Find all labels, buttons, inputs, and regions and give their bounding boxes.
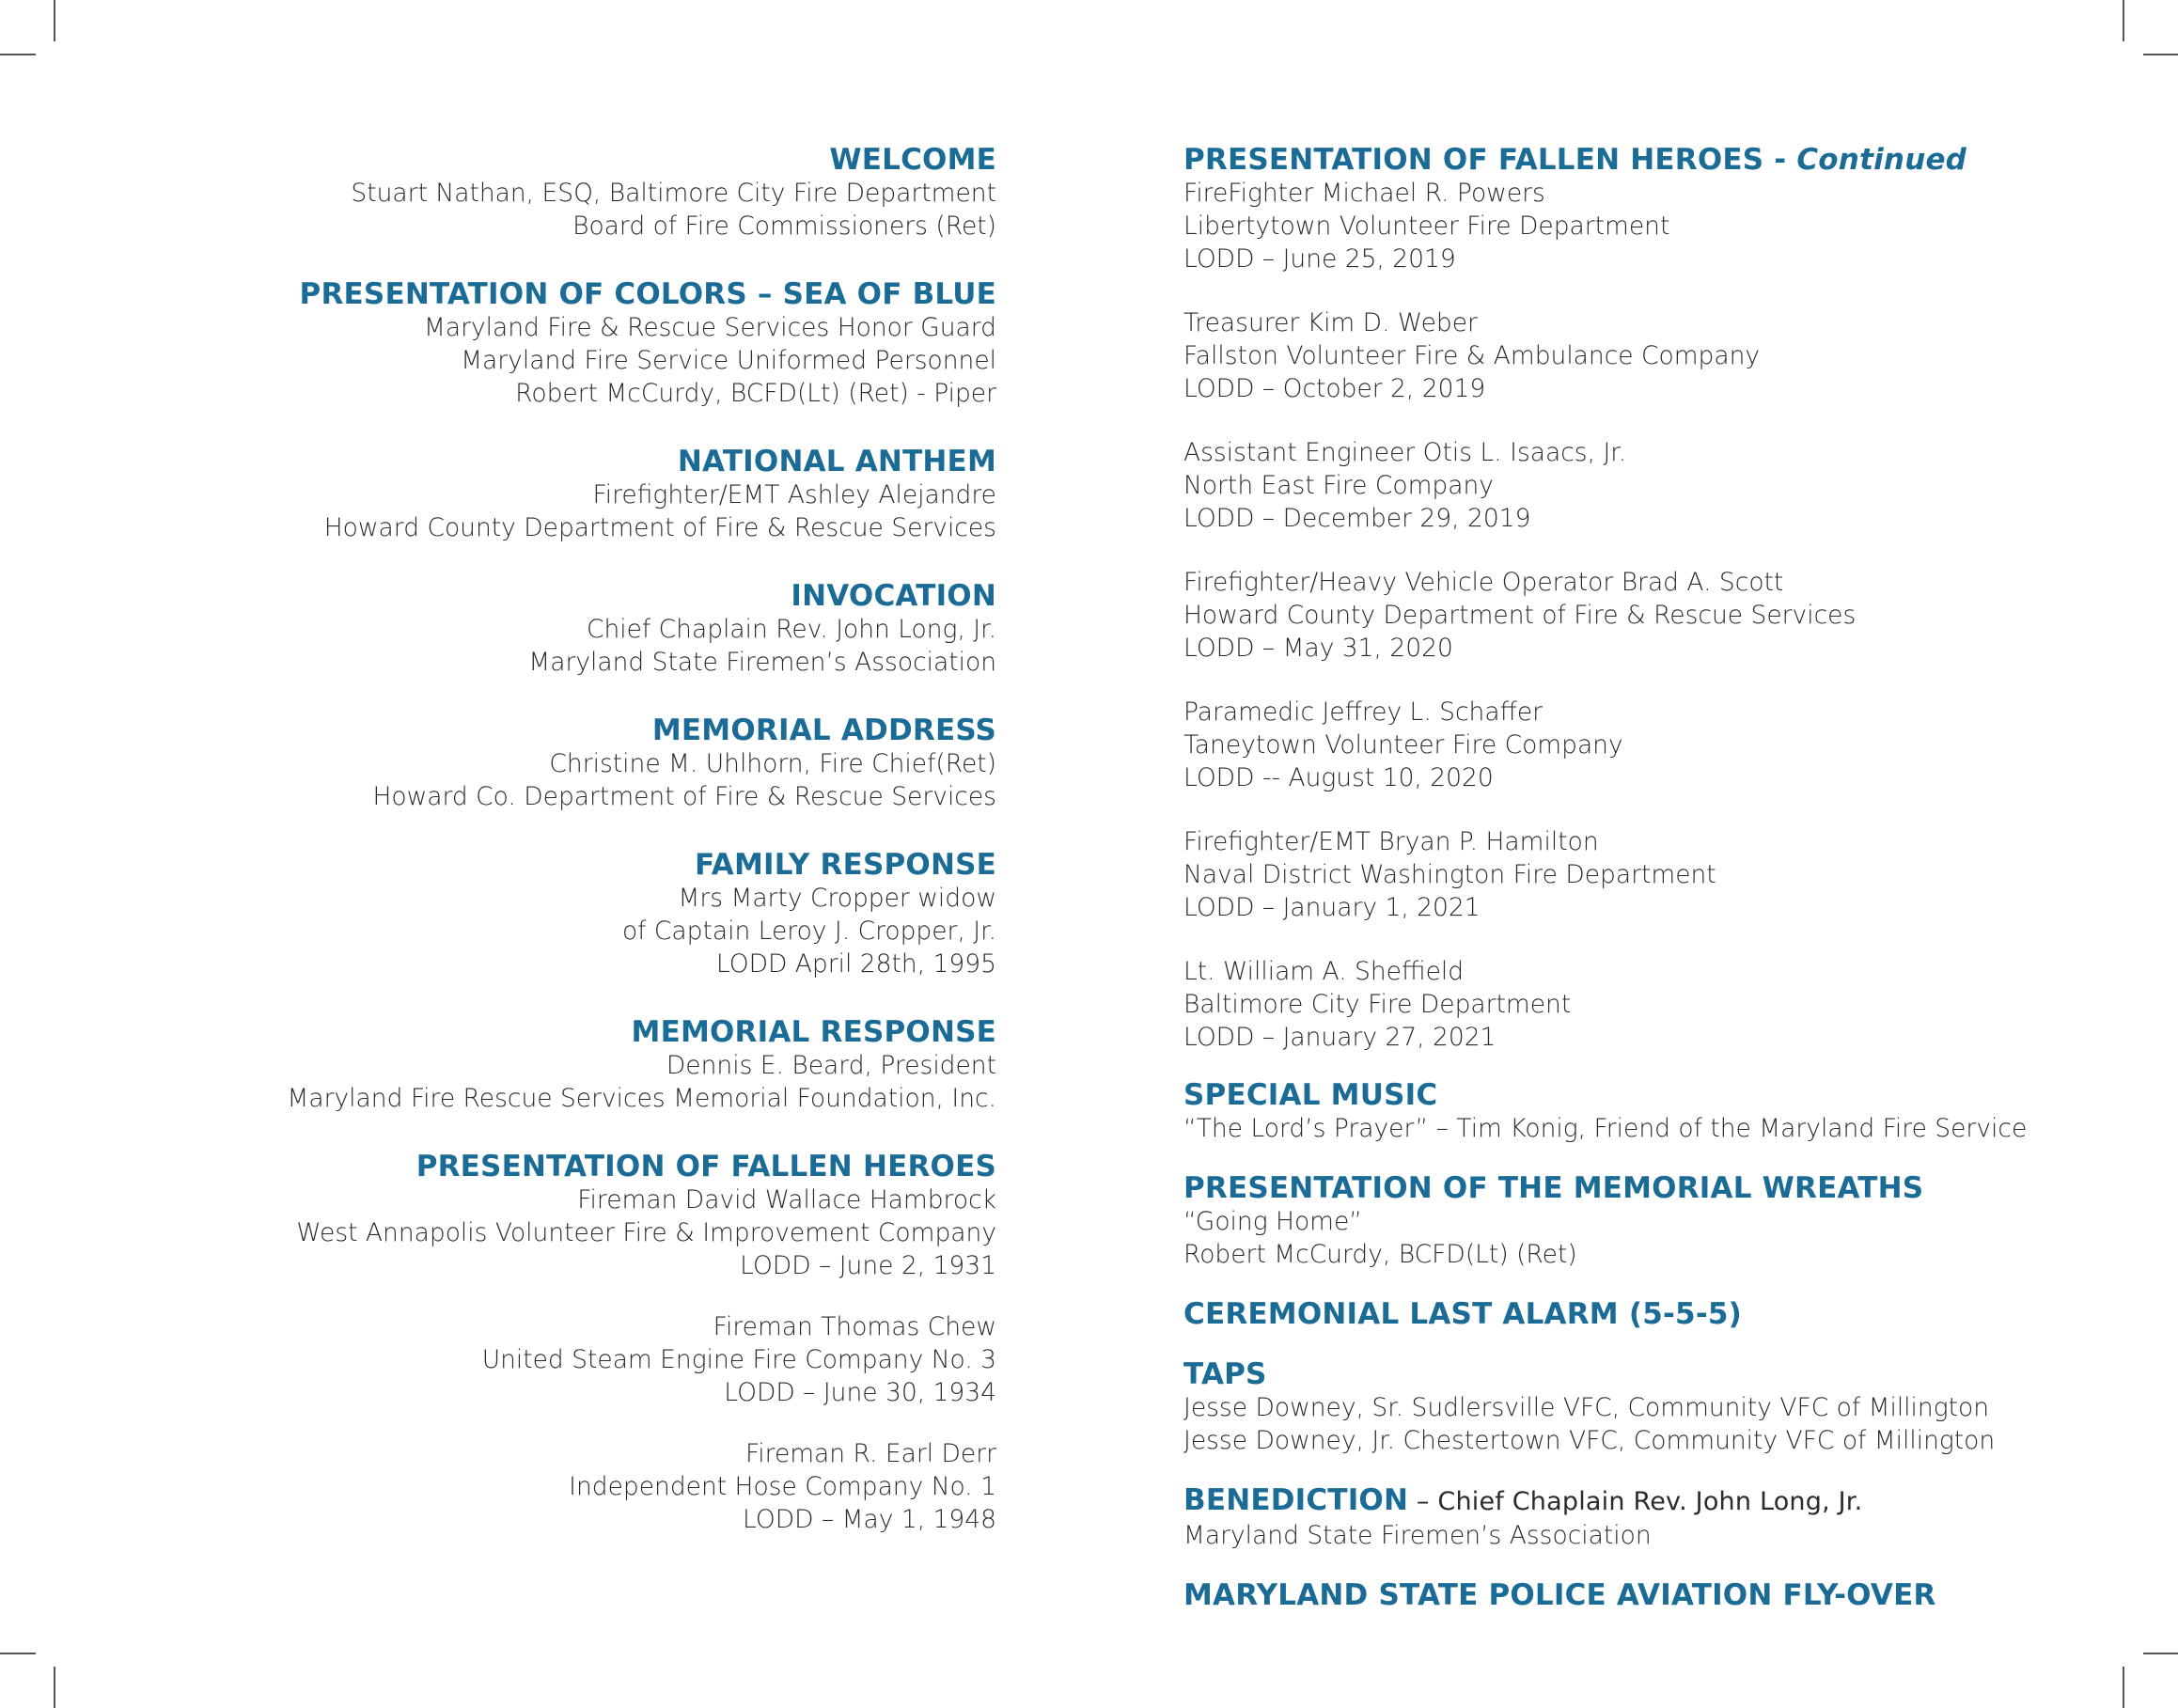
section-line: Howard County Department of Fire & Rescue Services <box>323 513 996 542</box>
section-line: of Captain Leroy J. Cropper, Jr. <box>621 917 996 946</box>
section-heading: MARYLAND STATE POLICE AVIATION FLY-OVER <box>1183 1578 1936 1612</box>
hero-entry <box>1183 566 2123 665</box>
program-right-column <box>1183 143 2123 1647</box>
hero-lodd: LODD – December 29, 2019 <box>1183 504 1531 533</box>
heading-text: BENEDICTION <box>1183 1483 1409 1517</box>
section-heading: MEMORIAL RESPONSE <box>631 1015 996 1049</box>
section-heading: MEMORIAL ADDRESS <box>651 713 996 747</box>
section-heading: NATIONAL ANTHEM <box>677 445 996 478</box>
hero-entry <box>1183 436 2123 535</box>
hero-department: Naval District Washington Fire Department <box>1183 860 1716 889</box>
crop-mark <box>2143 1653 2178 1654</box>
crop-mark <box>54 1667 55 1708</box>
hero-department: Independent Hose Company No. 1 <box>569 1472 996 1501</box>
section-line: “The Lord’s Prayer” – Tim Konig, Friend of the Maryland Fire Service <box>1183 1114 2028 1143</box>
hero-department: Howard County Department of Fire & Rescue Services <box>1183 601 1857 630</box>
section-line: Howard Co. Department of Fire & Rescue Services <box>372 782 996 811</box>
hero-lodd: LODD – June 25, 2019 <box>1183 244 1456 274</box>
section-line: Stuart Nathan, ESQ, Baltimore City Fire Department <box>351 179 996 208</box>
hero-name: Fireman Thomas Chew <box>713 1312 996 1341</box>
section-line: Mrs Marty Cropper widow <box>678 884 996 913</box>
section-heading <box>1183 1483 2123 1519</box>
section-line: Maryland Fire Service Uniformed Personnel <box>461 346 996 375</box>
hero-name: Firefighter/EMT Bryan P. Hamilton <box>1183 827 1599 856</box>
section-heading: PRESENTATION OF COLORS – SEA OF BLUE <box>299 277 996 311</box>
section-heading: FAMILY RESPONSE <box>694 848 996 882</box>
hero-lodd: LODD – January 1, 2021 <box>1183 893 1481 922</box>
section-line: Jesse Downey, Jr. Chestertown VFC, Community VFC of Millington <box>1183 1426 1996 1455</box>
hero-lodd: LODD – June 2, 1931 <box>740 1251 996 1280</box>
flyover-section <box>1183 1578 2123 1612</box>
section-line: Maryland State Firemen’s Association <box>528 648 996 677</box>
section-line: Firefighter/EMT Ashley Alejandre <box>592 480 996 509</box>
welcome-section <box>282 143 996 243</box>
crop-mark <box>2143 54 2178 55</box>
memorial-address-section <box>282 713 996 813</box>
section-line: Christine M. Uhlhorn, Fire Chief(Ret) <box>549 749 996 778</box>
hero-department: United Steam Engine Fire Company No. 3 <box>481 1345 996 1374</box>
section-line: Robert McCurdy, BCFD(Lt) (Ret) <box>1183 1240 1577 1269</box>
hero-name: Treasurer Kim D. Weber <box>1183 308 1478 337</box>
section-line: Dennis E. Beard, President <box>666 1051 996 1080</box>
fallen-heroes-section <box>282 1150 996 1536</box>
hero-department: Fallston Volunteer Fire & Ambulance Company <box>1183 341 1761 370</box>
section-heading: INVOCATION <box>791 579 996 613</box>
section-line: Maryland Fire Rescue Services Memorial Foundation, Inc. <box>287 1084 996 1113</box>
hero-entry <box>1183 177 2123 275</box>
section-line: Maryland Fire & Rescue Services Honor Guard <box>423 313 996 342</box>
hero-lodd: LODD – October 2, 2019 <box>1183 374 1486 403</box>
crop-mark <box>0 54 36 55</box>
fallen-heroes-continued-heading <box>1183 143 2123 177</box>
hero-department: Libertytown Volunteer Fire Department <box>1183 212 1670 241</box>
hero-lodd: LODD – June 30, 1934 <box>724 1378 996 1407</box>
special-music-section <box>1183 1078 2123 1145</box>
crop-mark <box>54 0 55 41</box>
memorial-response-section <box>282 1015 996 1115</box>
anthem-section <box>282 445 996 544</box>
section-line: Robert McCurdy, BCFD(Lt) (Ret) - Piper <box>515 379 996 408</box>
hero-department: North East Fire Company <box>1183 471 1494 500</box>
section-line: “Going Home” <box>1183 1207 1363 1236</box>
program-left-column <box>282 143 996 1571</box>
section-heading: CEREMONIAL LAST ALARM (5-5-5) <box>1183 1297 1743 1331</box>
last-alarm-section <box>1183 1297 2123 1331</box>
section-heading: PRESENTATION OF THE MEMORIAL WREATHS <box>1183 1171 1924 1205</box>
hero-lodd: LODD – May 1, 1948 <box>743 1505 996 1534</box>
section-heading: SPECIAL MUSIC <box>1183 1078 1438 1112</box>
crop-mark <box>0 1653 36 1654</box>
hero-name: Firefighter/Heavy Vehicle Operator Brad A. Scott <box>1183 568 1784 597</box>
hero-entry <box>1183 306 2123 405</box>
section-heading: WELCOME <box>829 143 996 177</box>
hero-name: Assistant Engineer Otis L. Isaacs, Jr. <box>1183 438 1627 467</box>
hero-department: Taneytown Volunteer Fire Company <box>1183 730 1623 760</box>
hero-lodd: LODD – January 27, 2021 <box>1183 1023 1496 1052</box>
hero-entry <box>1183 696 2123 794</box>
section-line: LODD April 28th, 1995 <box>715 949 996 979</box>
hero-lodd: LODD -- August 10, 2020 <box>1183 763 1494 792</box>
heading-rest: – Chief Chaplain Rev. John Long, Jr. <box>1408 1487 1863 1516</box>
section-line: Board of Fire Commissioners (Ret) <box>572 212 996 241</box>
invocation-section <box>282 579 996 679</box>
continued-label: Continued <box>1796 143 1967 177</box>
hero-name: FireFighter Michael R. Powers <box>1183 179 1545 208</box>
hero-name: Fireman R. Earl Derr <box>744 1439 996 1468</box>
crop-mark <box>2123 0 2124 41</box>
colors-section <box>282 277 996 410</box>
crop-mark <box>2123 1667 2124 1708</box>
benediction-section <box>1183 1483 2123 1552</box>
hero-entry <box>1183 825 2123 924</box>
hero-name: Fireman David Wallace Hambrock <box>577 1185 996 1214</box>
hero-lodd: LODD – May 31, 2020 <box>1183 634 1453 663</box>
taps-section <box>1183 1357 2123 1457</box>
hero-name: Lt. William A. Sheffield <box>1183 957 1465 986</box>
hero-department: West Annapolis Volunteer Fire & Improvement Company <box>296 1218 996 1247</box>
hero-entry <box>1183 955 2123 1054</box>
section-line: Maryland State Firemen’s Association <box>1183 1521 1652 1550</box>
section-line: Jesse Downey, Sr. Sudlersville VFC, Community VFC of Millington <box>1183 1393 1990 1422</box>
family-response-section <box>282 848 996 980</box>
hero-name: Paramedic Jeffrey L. Schaffer <box>1183 697 1543 727</box>
section-heading: PRESENTATION OF FALLEN HEROES <box>415 1150 996 1183</box>
section-line: Chief Chaplain Rev. John Long, Jr. <box>586 615 996 644</box>
wreaths-section <box>1183 1171 2123 1271</box>
heading-text: PRESENTATION OF FALLEN HEROES - <box>1183 143 1797 177</box>
hero-department: Baltimore City Fire Department <box>1183 990 1572 1019</box>
section-heading: TAPS <box>1183 1357 1267 1391</box>
